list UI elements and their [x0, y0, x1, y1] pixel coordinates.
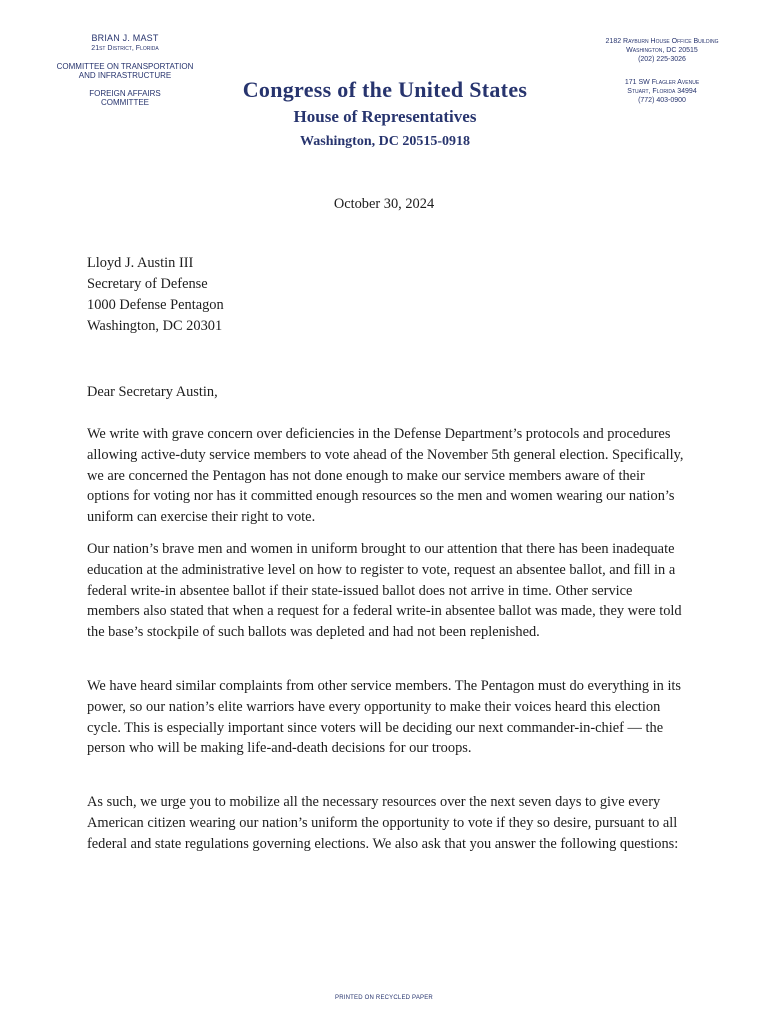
member-name: BRIAN J. MAST [91, 33, 159, 43]
salutation: Dear Secretary Austin, [87, 384, 218, 400]
letter-date: October 30, 2024 [333, 196, 435, 212]
committee-transportation-line-2: AND INFRASTRUCTURE [78, 71, 172, 80]
congress-title: Congress of the United States [242, 77, 528, 102]
office-addresses-block [578, 37, 746, 105]
dc-office-line-1: 2182 Rayburn House Office Building [605, 38, 719, 45]
body-paragraph-2: Our nation’s brave men and women in uniform brought to our attention that there has been inadequate education at the administrative level on how to register to vote, request an absentee ballot, and fill in a federal write-in absentee ballot if their state-issued ballot does not arrive in time. Other service members also stated that when a request for a federal write-in absentee ballot was made, they were told the base’s stockpile of such ballots was depleted and had not been replenished. [87, 541, 682, 641]
body-paragraph-3: We have heard similar complaints from other service members. The Pentagon must do everything in its power, so our nation’s elite warriors have every opportunity to make their voices heard this election cycle. This is especially important since voters will be deciding our next commander-in-chief — the person who will be making life-and-death decisions for our troops. [87, 678, 682, 757]
washington-address: Washington, DC 20515-0918 [300, 134, 470, 149]
recipient-address-line-2: Washington, DC 20301 [87, 318, 223, 334]
recycled-paper-note: PRINTED ON RECYCLED PAPER [335, 995, 433, 1001]
district-office-line-2: Stuart, Florida 34994 [627, 88, 697, 95]
recipient-address-line-1: 1000 Defense Pentagon [87, 297, 224, 313]
committee-transportation-line-1: COMMITTEE ON TRANSPORTATION [56, 62, 194, 71]
recipient-title: Secretary of Defense [87, 276, 208, 292]
committee-foreign-affairs [40, 89, 210, 107]
dc-office-phone: (202) 225-3026 [638, 56, 686, 63]
body-paragraph-4: As such, we urge you to mobilize all the necessary resources over the next seven days to give every American citizen wearing our nation’s uniform the opportunity to vote if they so desire, pursuant to all federal and state regulations governing elections. We also ask that you answer the following questions: [87, 794, 679, 852]
member-district: 21st District, Florida [91, 45, 159, 52]
recipient-name: Lloyd J. Austin III [87, 255, 194, 271]
body-paragraph-1: We write with grave concern over deficiencies in the Defense Department’s protocols and procedures allowing active-duty service members to vote ahead of the November 5th general election. Specifically, we are concerned the Pentagon has not done enough to make our service members aware of their options for voting nor has it committed enough resources so the men and women wearing our nation’s uniform can exercise their right to vote. [87, 426, 684, 526]
committee-foreign-affairs-line-2: COMMITTEE [101, 98, 149, 107]
recipient-block [87, 253, 224, 337]
district-office-line-1: 171 SW Flagler Avenue [624, 79, 700, 86]
district-office-phone: (772) 403-0900 [638, 97, 686, 104]
committee-foreign-affairs-line-1: FOREIGN AFFAIRS [89, 89, 161, 98]
congress-heading [200, 75, 570, 155]
dc-office-line-2: Washington, DC 20515 [626, 47, 698, 54]
committee-transportation [40, 62, 210, 80]
house-title: House of Representatives [293, 107, 477, 126]
member-info-block [40, 33, 210, 116]
